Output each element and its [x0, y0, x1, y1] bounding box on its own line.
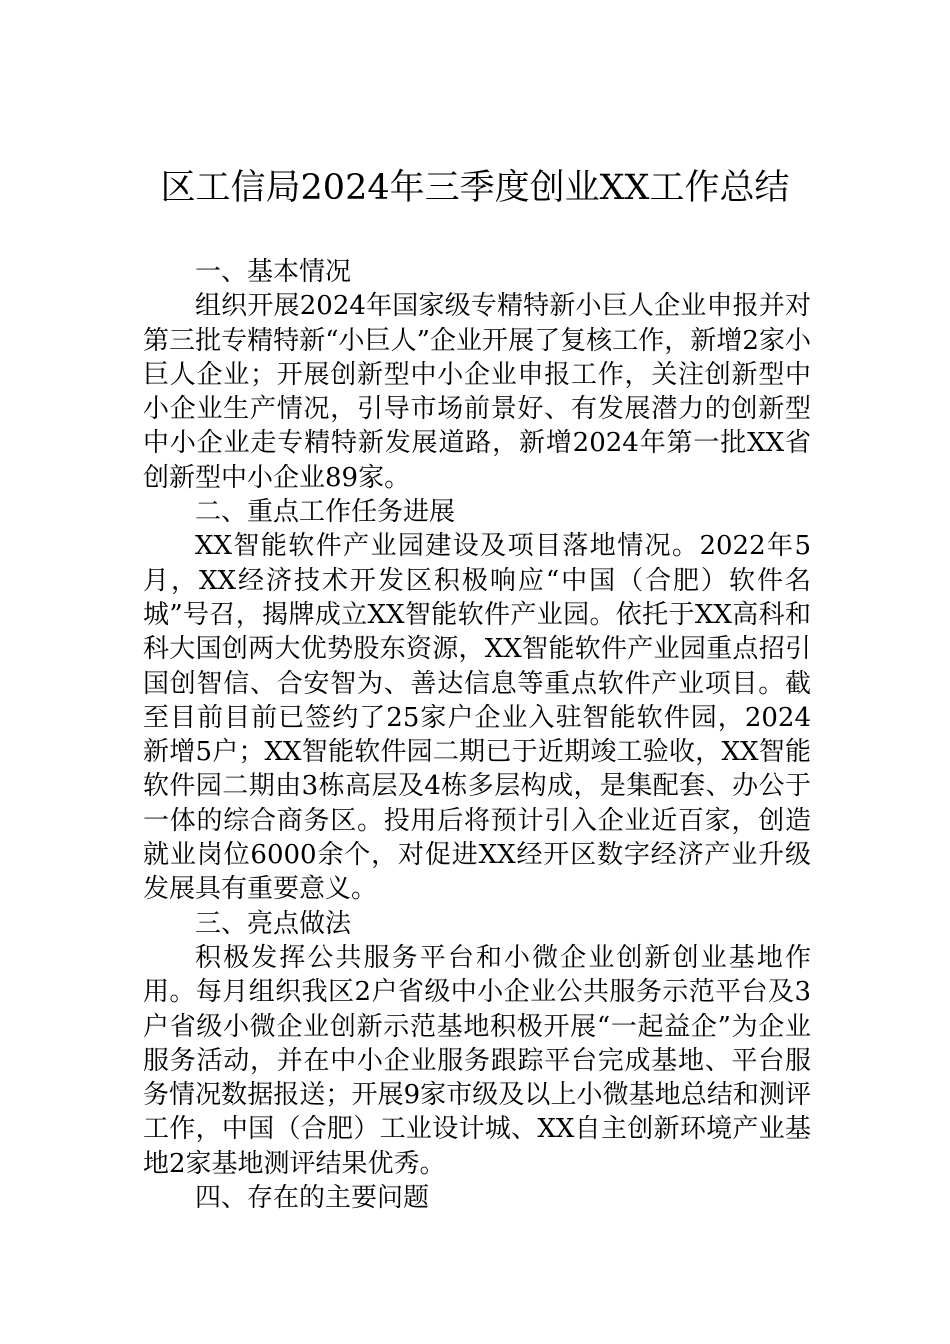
section-heading-key-task-progress: 二、重点工作任务进展: [195, 497, 456, 528]
section-heading-main-problems: 四、存在的主要问题: [195, 1183, 430, 1214]
section-paragraph-key-task-progress: XX智能软件产业园建设及项目落地情况。2022年5月，XX经济技术开发区积极响应“中国（合肥）软件名城”号召，揭牌成立XX智能软件产业园。依托于XX高科和科大国创两大优势股东资源，XX智能软件产业园重点招引国创智信、合安智为、善达信息等重点软件产业项目。截至目前目前已签约了25家户企业入驻智能软件园，2024新增5户；XX智能软件园二期已于近期竣工验收，XX智能软件园二期由3栋高层及4栋多层构成，是集配套、办公于一体的综合商务区。投用后将预计引入企业近百家，创造就业岗位6000余个，对促进XX经开区数字经济产业升级发展具有重要意义。: [143, 531, 811, 905]
document-title: 区工信局2024年三季度创业XX工作总结: [160, 168, 790, 208]
section-paragraph-basic-situation: 组织开展2024年国家级专精特新小巨人企业申报并对第三批专精特新“小巨人”企业开展了复核工作，新增2家小巨人企业；开展创新型中小企业申报工作，关注创新型中小企业生产情况，引导市场前景好、有发展潜力的创新型中小企业走专精特新发展道路，新增2024年第一批XX省创新型中小企业89家。: [143, 291, 811, 493]
section-paragraph-highlights: 积极发挥公共服务平台和小微企业创新创业基地作用。每月组织我区2户省级中小企业公共服务示范平台及3户省级小微企业创新示范基地积极开展“一起益企”为企业服务活动，并在中小企业服务跟踪平台完成基地、平台服务情况数据报送；开展9家市级及以上小微基地总结和测评工作，中国（合肥）工业设计城、XX自主创新环境产业基地2家基地测评结果优秀。: [143, 942, 811, 1179]
document-body: [143, 255, 811, 1215]
section-heading-highlights: 三、亮点做法: [195, 908, 352, 939]
section-heading-basic-situation: 一、基本情况: [195, 257, 352, 287]
